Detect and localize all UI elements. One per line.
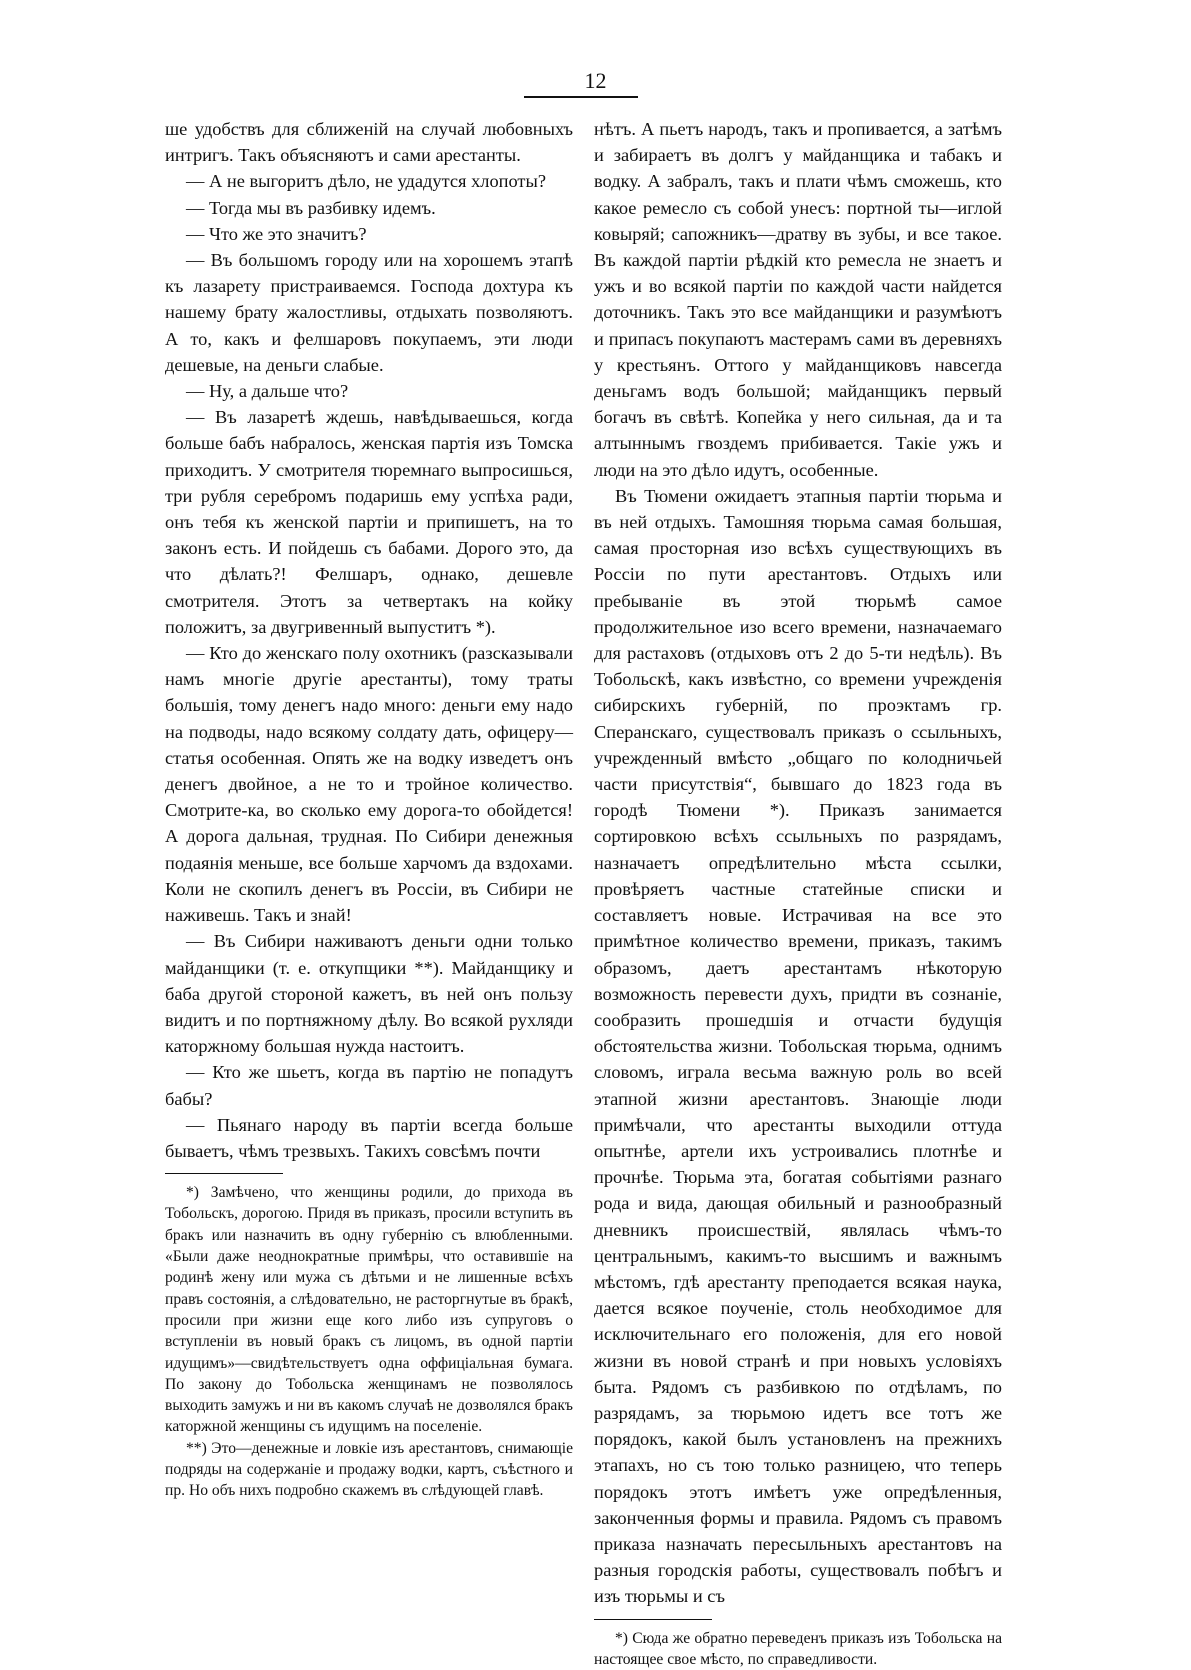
dialogue-line: — Ну, а дальше что? — [186, 381, 349, 402]
left-footnotes — [165, 1182, 573, 1501]
footnote: *) Замѣчено, что женщины родили, до прихода въ Тобольскъ, дорогою. Придя въ приказъ, просили вступить въ бракъ или назначить въ одну губернію съ влюбленными. «Были даже неоднократные примѣры, что оставившіе на родинѣ жену или мужа съ дѣтьми и не лишенные всѣхъ правъ состоянія, а слѣдовательно, не расторгнутые въ бракѣ, просили при жизни еще кого либо изъ супруговъ о вступленіи въ новый бракъ съ лицомъ, въ одной партіи идущимъ»—свидѣтельствуетъ одна оффиціальная бумага. По закону до Тобольска женщинамъ не позволялось выходить замужъ и ни въ какомъ случаѣ не дозволялся бракъ каторжной женщины съ идущимъ на поселеніе. — [165, 1184, 573, 1436]
right-column — [594, 116, 1002, 1670]
dialogue-line: — Кто же шьетъ, когда въ партію не попадутъ бабы? — [165, 1062, 573, 1109]
dialogue-line: — А не выгоритъ дѣло, не удадутся хлопоты? — [186, 171, 546, 192]
left-column — [165, 116, 573, 1502]
right-footnotes — [594, 1628, 1002, 1670]
paragraph: Въ Тюмени ожидаетъ этапныя партіи тюрьма и въ ней отдыхъ. Тамошняя тюрьма самая большая, самая просторная изо всѣхъ существующихъ въ Россіи по пути арестантовъ. Отдыхъ или пребываніе въ этой тюрьмѣ самое продолжительное изо всего времени, назначаемаго для растаховъ (отдыховъ отъ 2 до 5-ти недѣль). Въ Тобольскѣ, какъ извѣстно, со времени учрежденія сибирскихъ губерній, по проэктамъ гр. Сперанскаго, существовалъ приказъ о ссыльныхъ, учрежденный вмѣсто „общаго по колодничьей части присутствія“, бывшаго до 1823 года въ городѣ Тюмени *). Приказъ занимается сортировкою всѣхъ ссыльныхъ по разрядамъ, назначаетъ опредѣлительно мѣста ссылки, провѣряетъ частные статейные списки и составляетъ новые. Истрачивая на все это примѣтное количество времени, приказъ, такимъ образомъ, даетъ арестантамъ нѣкоторую возможность перевести духъ, придти въ сознаніе, сообразить прошедшія и отчасти будущія обстоятельства жизни. Тобольская тюрьма, однимъ словомъ, играла весьма важную роль во всей этапной жизни арестантовъ. Знающіе люди примѣчали, что арестанты выходили оттуда опытнѣе, артели ихъ устроивались плотнѣе и прочнѣе. Тюрьма эта, богатая событіями разнаго рода и вида, дающая обильный и разнообразный дневникъ происшествій, являлась чѣмъ-то центральнымъ, какимъ-то высшимъ и важнымъ мѣстомъ, гдѣ арестанту преподается всякая наука, дается всякое поученіе, столь необходимое для исключительнаго его положенія, для его новой жизни въ новой странѣ и при новыхъ условіяхъ быта. Рядомъ съ разбивкою по отдѣламъ, по разрядамъ, за тюрьмою идетъ все тотъ же порядокъ, какой былъ установленъ на прежнихъ этапахъ, но съ тою только разницею, что теперь порядокъ этотъ имѣетъ уже опредѣленныя, законченныя формы и правила. Рядомъ съ правомъ приказа назначать пересыльныхъ арестантовъ на разныя городскія работы, существовалъ побѣгъ и изъ тюрьмы и съ — [594, 485, 1002, 1607]
dialogue-line: — Кто до женскаго полу охотникъ (разсказывали намъ многіе другіе арестанты), тому траты большія, тому денегъ надо много: деньги ему надо на подводы, надо всякому солдату дать, офицеру—статья особенная. Опять же на водку изведетъ онъ денегъ двойное, а не то и тройное количество. Смотрите-ка, во сколько ему дорога-то обойдется! А дорога дальная, трудная. По Сибири денежныя подаянія меньше, все больше харчомъ да вздохами. Коли не скопилъ денегъ въ Россіи, въ Сибири не наживешь. Такъ и знай! — [165, 643, 573, 926]
paragraph: нѣтъ. А пьетъ народъ, такъ и пропивается, а затѣмъ и забираетъ въ долгъ у майданщика и табакъ и водку. А забралъ, такъ и плати чѣмъ сможешь, кто какое ремесло съ собой унесъ: портной ты—иглой ковыряй; сапожникъ—дратву въ зубы, и все такое. Въ каждой партіи рѣдкій кто ремесла не знаетъ и ужъ и во всякой партіи по каждой части найдется доточникъ. Такъ это все майданщики и разумѣютъ и припасъ покупаютъ мастерамъ сами въ деревняхъ у крестьянъ. Оттого у майданщиковъ навсегда деньгамъ водъ большой; майданщикъ первый богачъ въ свѣтѣ. Копейка у него сильная, да и та алтыннымъ гвоздемъ прибивается. Такіе ужъ и люди на это дѣло идутъ, особенные. — [594, 119, 1002, 480]
dialogue-line: — Пьянаго народу въ партіи всегда больше бываетъ, чѣмъ трезвыхъ. Такихъ совсѣмъ почти — [165, 1114, 573, 1161]
dialogue-line: — Въ лазаретѣ ждешь, навѣдываешься, когда больше бабъ набралось, женская партія изъ Томска приходитъ. У смотрителя тюремнаго выпросишься, три рубля серебромъ подаришь ему успѣха ради, онъ тебя къ женской партіи и припишетъ, на то законъ есть. И пойдешь съ бабами. Дорого это, да что дѣлать?! Фелшаръ, однако, дешевле смотрителя. Этотъ за четвертакъ на койку положитъ, за двугривенный выпуститъ *). — [165, 407, 573, 637]
dialogue-line: — Тогда мы въ разбивку идемъ. — [186, 197, 436, 218]
footnote-rule — [165, 1173, 283, 1174]
dialogue-line: — Въ Сибири наживаютъ деньги одни только майданщики (т. е. откупщики **). Майданщику и баба другой стороной кажетъ, въ ней онъ пользу видитъ и по портняжному дѣлу. Во всякой рухляди каторжному большая нужда настоитъ. — [165, 931, 573, 1057]
footnote: *) Сюда же обратно переведенъ приказъ изъ Тобольска на настоящее свое мѣсто, по справедливости. — [594, 1629, 1002, 1668]
paragraph: ше удобствъ для сближеній на случай любовныхъ интригъ. Такъ объясняютъ и сами арестанты. — [165, 119, 573, 166]
page-number-rule — [524, 96, 638, 98]
footnote-rule — [594, 1619, 712, 1620]
dialogue-line: — Что же это значитъ? — [186, 223, 367, 244]
page-number: 12 — [584, 68, 607, 93]
dialogue-line: — Въ большомъ городу или на хорошемъ этапѣ къ лазарету пристраиваемся. Господа дохтура къ нашему брату жалостливы, отдыхать позволяютъ. А то, какъ и фелшаровъ покупаемъ, эти люди дешевые, на деньги слабые. — [165, 250, 573, 375]
footnote: **) Это—денежные и ловкіе изъ арестантовъ, снимающіе подряды на содержаніе и продажу водки, картъ, съѣстного и пр. Но объ нихъ подробно скажемъ въ слѣдующей главѣ. — [165, 1439, 573, 1500]
